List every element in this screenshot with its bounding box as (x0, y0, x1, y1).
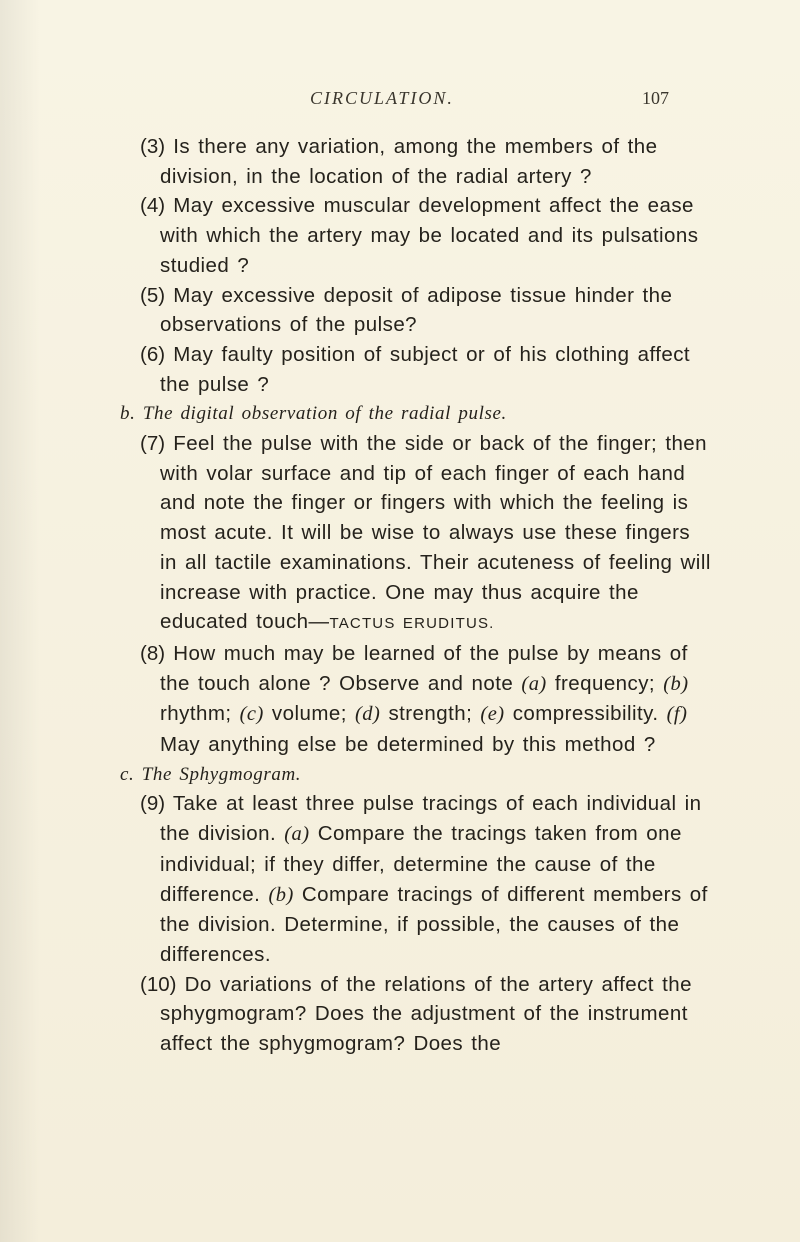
item-marker-c: (c) (239, 703, 264, 726)
question-number: (7) (140, 432, 166, 456)
question-text: Take at least three pulse tracings of each individual in the division. (160, 792, 702, 846)
question-text: Do variations of the relations of the artery affect the sphygmogram? Does the adjustment of the instrument affect the sphygmogram? Does the (160, 972, 692, 1056)
question-text: Feel the pulse with the side or back of the finger; then with volar surface and tip of each finger of each hand and note the finger or fingers with which the feeling is most acute. It will be wise to always use these fingers in all tactile examinations. Their acuteness of feeling will increase with practice. One may thus acquire the educated touch— (160, 432, 711, 634)
question-10 (140, 970, 715, 1059)
item-marker-a: (a) (521, 672, 547, 695)
item-text: May anything else be determined by this method ? (160, 733, 656, 757)
item-text: Compare tracings of different members of the division. Determine, if possible, the causes of the differences. (160, 882, 708, 966)
item-text: volume; (271, 702, 347, 726)
item-marker-b: (b) (663, 672, 689, 695)
body-text (120, 132, 715, 1059)
page-number: 107 (642, 88, 669, 108)
question-number: (6) (140, 342, 166, 366)
item-marker-d: (d) (355, 703, 381, 726)
item-marker-a: (a) (284, 823, 310, 846)
item-marker-f: (f) (666, 703, 688, 726)
question-number: (4) (140, 194, 166, 218)
item-text: frequency; (554, 671, 656, 695)
question-3 (140, 132, 715, 191)
item-text: Compare the tracings taken from one individual; if they differ, determine the cause of the difference. (160, 822, 682, 906)
question-6 (140, 340, 715, 399)
question-4 (140, 191, 715, 280)
question-number: (5) (140, 283, 166, 307)
question-number: (3) (140, 135, 166, 158)
question-text: May excessive muscular development affect the ease with which the artery may be located and its pulsations studied ? (160, 194, 699, 277)
section-heading-b (120, 399, 715, 429)
question-5 (140, 281, 715, 340)
question-number: (9) (140, 792, 166, 816)
latin-term: TACTUS ERUDITUS. (329, 615, 495, 633)
item-text: rhythm; (160, 702, 232, 726)
item-text: strength; (388, 702, 473, 726)
section-letter: c. (120, 763, 135, 785)
section-title: The digital observation of the radial pulse. (142, 403, 507, 425)
section-letter: b. (120, 403, 136, 425)
item-text: compressibility. (512, 702, 659, 726)
question-text: Is there any variation, among the members of the division, in the location of the radial artery ? (160, 135, 658, 188)
question-8 (140, 639, 715, 760)
question-number: (8) (140, 641, 166, 665)
question-7 (140, 429, 715, 639)
running-head (0, 88, 800, 112)
running-head-title: CIRCULATION. (310, 88, 454, 108)
question-text: May faulty position of subject or of his clothing affect the pulse ? (160, 342, 691, 396)
item-marker-b: (b) (268, 883, 294, 906)
question-9 (140, 789, 715, 969)
question-text: May excessive deposit of adipose tissue hinder the observations of the pulse? (160, 283, 673, 337)
item-marker-e: (e) (480, 703, 505, 726)
section-title: The Sphygmogram. (141, 763, 302, 785)
question-text: How much may be learned of the pulse by means of the touch alone ? Observe and note (160, 641, 688, 695)
section-heading-c (120, 760, 715, 790)
question-number: (10) (140, 972, 177, 996)
